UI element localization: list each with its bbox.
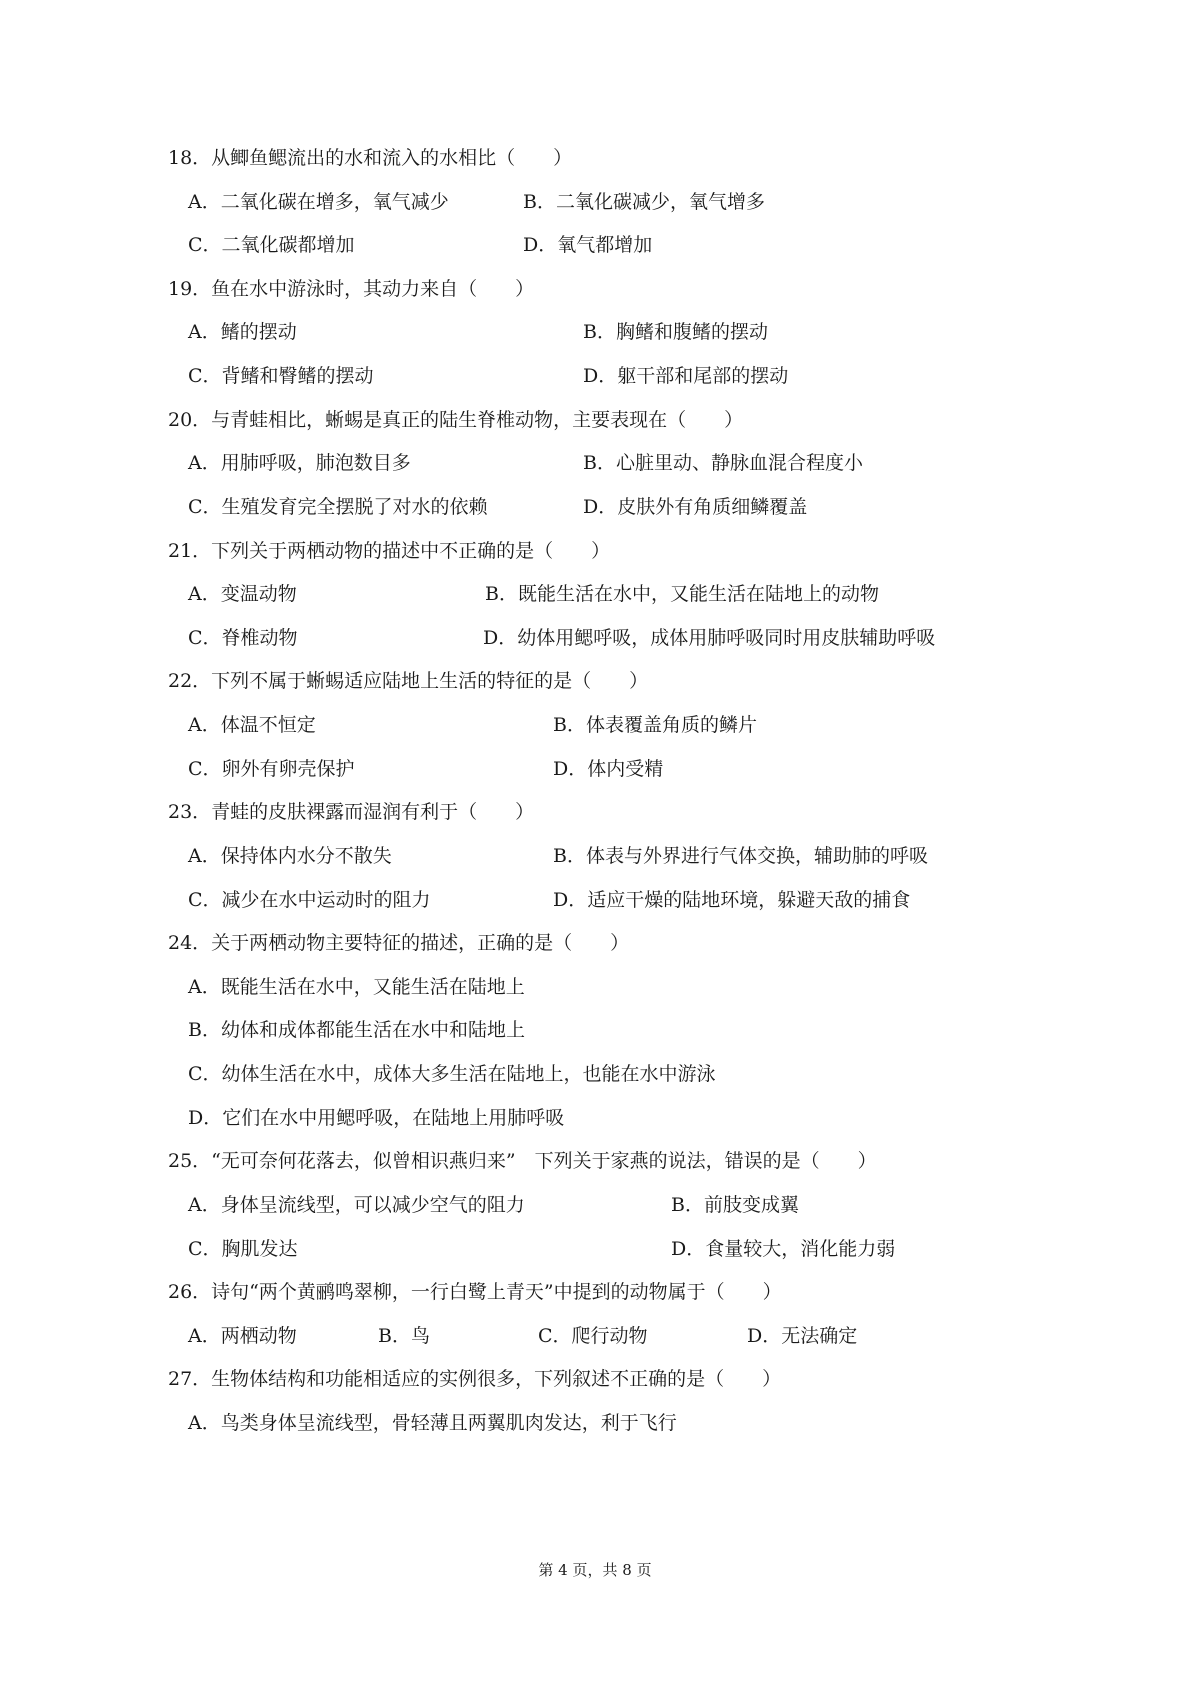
question-19-option-d: D．躯干部和尾部的摆动 <box>583 365 789 387</box>
question-21-option-c: C．脊椎动物 <box>188 627 298 649</box>
question-26-stem: 26．诗句“两个黄鹂鸣翠柳，一行白鹭上青天”中提到的动物属于（ ） <box>168 1281 782 1303</box>
question-22-option-c: C．卵外有卵壳保护 <box>188 758 355 780</box>
question-21-option-d: D．幼体用鳃呼吸，成体用肺呼吸同时用皮肤辅助呼吸 <box>483 627 936 649</box>
question-23-stem: 23．青蛙的皮肤裸露而湿润有利于（ ） <box>168 801 535 823</box>
question-21-stem: 21．下列关于两栖动物的描述中不正确的是（ ） <box>168 540 611 562</box>
question-25-option-a: A．身体呈流线型，可以减少空气的阻力 <box>188 1194 525 1216</box>
question-22-option-a: A．体温不恒定 <box>188 714 316 736</box>
question-18-option-d: D．氧气都增加 <box>523 234 653 256</box>
question-25-option-d: D．食量较大，消化能力弱 <box>671 1238 896 1260</box>
question-24-option-d: D．它们在水中用鳃呼吸，在陆地上用肺呼吸 <box>188 1107 565 1129</box>
question-24-option-b: B．幼体和成体都能生活在水中和陆地上 <box>188 1019 525 1041</box>
question-22-stem: 22．下列不属于蜥蜴适应陆地上生活的特征的是（ ） <box>168 670 649 692</box>
question-22-option-b: B．体表覆盖角质的鳞片 <box>553 714 757 736</box>
question-26-option-b: B．鸟 <box>378 1325 430 1347</box>
question-18-option-b: B．二氧化碳减少，氧气增多 <box>523 191 765 213</box>
question-20-option-c: C．生殖发育完全摆脱了对水的依赖 <box>188 496 488 518</box>
question-18-option-c: C．二氧化碳都增加 <box>188 234 355 256</box>
question-23-option-b: B．体表与外界进行气体交换，辅助肺的呼吸 <box>553 845 928 867</box>
question-23-option-d: D．适应干燥的陆地环境，躲避天敌的捕食 <box>553 889 911 911</box>
question-19-option-c: C．背鳍和臀鳍的摆动 <box>188 365 374 387</box>
question-25-option-c: C．胸肌发达 <box>188 1238 298 1260</box>
question-24-option-c: C．幼体生活在水中，成体大多生活在陆地上，也能在水中游泳 <box>188 1063 716 1085</box>
question-25-stem: 25．“无可奈何花落去，似曾相识燕归来” 下列关于家燕的说法，错误的是（ ） <box>168 1150 877 1172</box>
question-19-option-b: B．胸鳍和腹鳍的摆动 <box>583 321 768 343</box>
question-21-option-b: B．既能生活在水中，又能生活在陆地上的动物 <box>485 583 879 605</box>
question-23-option-a: A．保持体内水分不散失 <box>188 845 392 867</box>
question-24-stem: 24．关于两栖动物主要特征的描述，正确的是（ ） <box>168 932 630 954</box>
question-25-option-b: B．前肢变成翼 <box>671 1194 799 1216</box>
question-24-option-a: A．既能生活在水中，又能生活在陆地上 <box>188 976 525 998</box>
question-22-option-d: D．体内受精 <box>553 758 664 780</box>
question-19-option-a: A．鳍的摆动 <box>188 321 297 343</box>
question-26-option-c: C．爬行动物 <box>538 1325 648 1347</box>
question-20-option-d: D．皮肤外有角质细鳞覆盖 <box>583 496 808 518</box>
question-18-stem: 18．从鲫鱼鳃流出的水和流入的水相比（ ） <box>168 147 573 169</box>
question-19-stem: 19．鱼在水中游泳时，其动力来自（ ） <box>168 278 535 300</box>
question-23-option-c: C．减少在水中运动时的阻力 <box>188 889 431 911</box>
question-20-option-b: B．心脏里动、静脉血混合程度小 <box>583 452 863 474</box>
question-26-option-d: D．无法确定 <box>747 1325 858 1347</box>
question-18-option-a: A．二氧化碳在增多，氧气减少 <box>188 191 449 213</box>
question-20-option-a: A．用肺呼吸，肺泡数目多 <box>188 452 411 474</box>
page-number-footer: 第 4 页，共 8 页 <box>538 1561 652 1579</box>
question-27-stem: 27．生物体结构和功能相适应的实例很多，下列叙述不正确的是（ ） <box>168 1368 782 1390</box>
question-20-stem: 20．与青蛙相比，蜥蜴是真正的陆生脊椎动物，主要表现在（ ） <box>168 409 744 431</box>
question-26-option-a: A．两栖动物 <box>188 1325 297 1347</box>
question-21-option-a: A．变温动物 <box>188 583 297 605</box>
question-27-option-a: A．鸟类身体呈流线型，骨轻薄且两翼肌肉发达，利于飞行 <box>188 1412 677 1434</box>
